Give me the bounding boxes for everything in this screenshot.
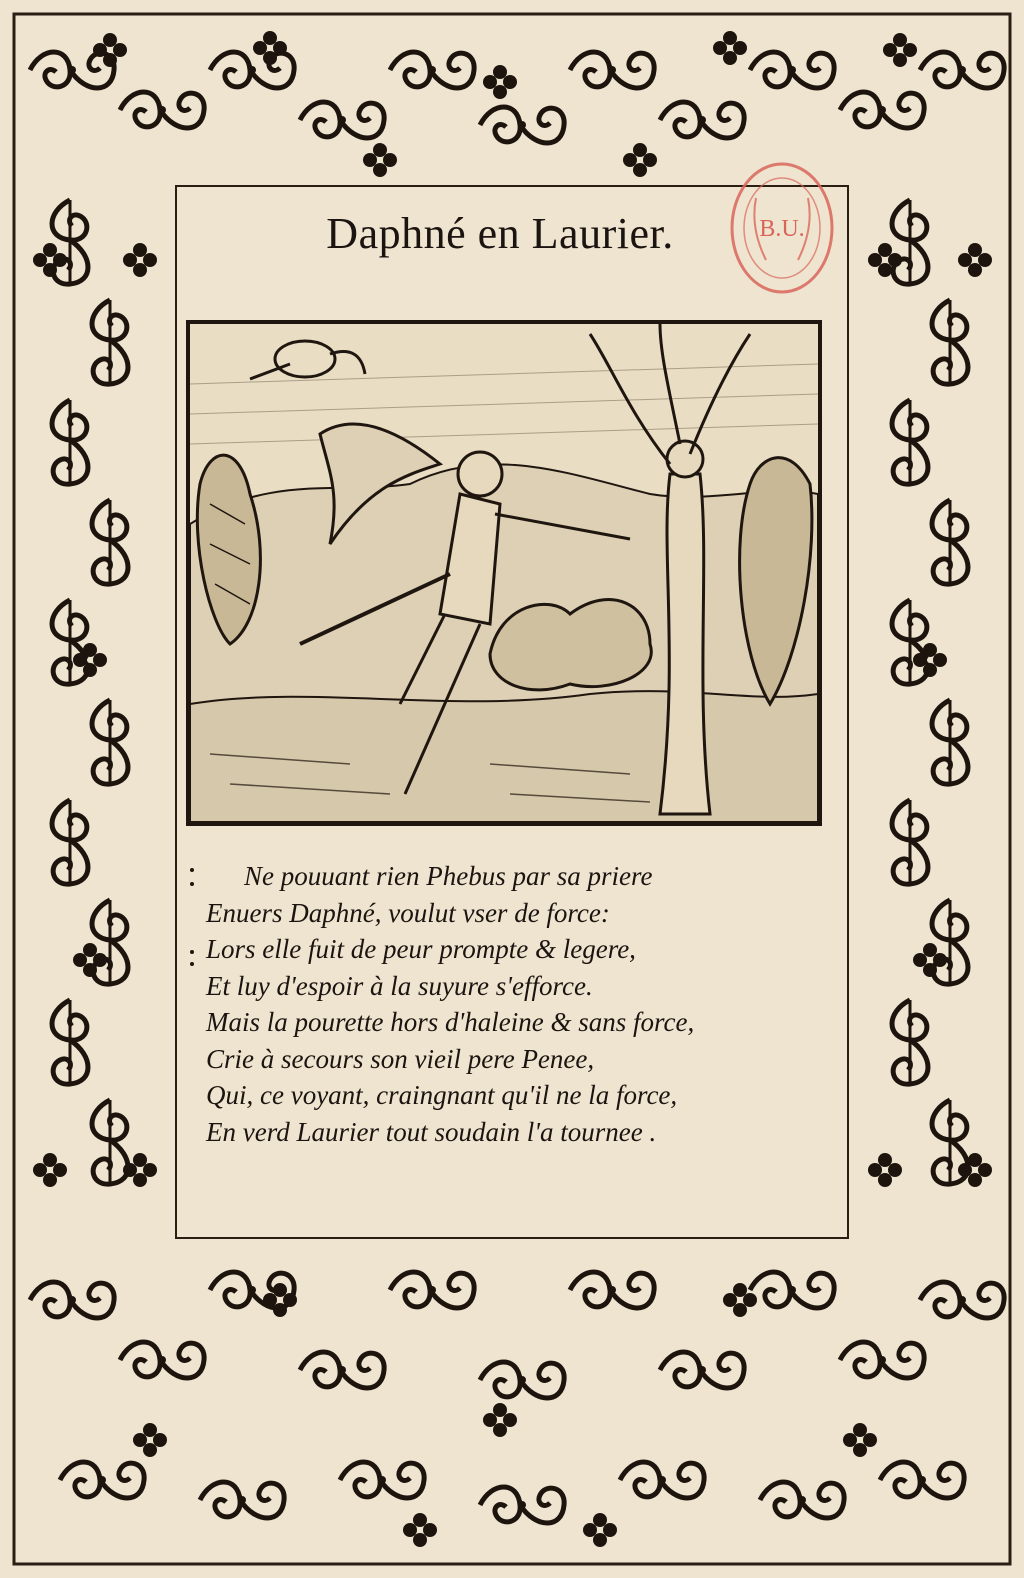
poem: [206, 858, 826, 1150]
verse-line: En verd Laurier tout soudain l'a tournee .: [206, 1116, 657, 1147]
page-title: Daphné en Laurier.: [326, 209, 674, 258]
margin-dots: [188, 864, 198, 974]
verse-line: Mais la pourette hors d'haleine & sans force,: [206, 1007, 695, 1037]
woodcut-illustration-icon: [190, 324, 818, 822]
verse-line: Qui, ce voyant, craingnant qu'il ne la force,: [206, 1080, 678, 1110]
woodcut-illustration: [186, 320, 822, 826]
verse-line: Crie à secours son vieil pere Penee,: [206, 1043, 595, 1074]
verse-line: Lors elle fuit de peur prompte & legere,: [206, 934, 636, 964]
verse-line: Ne pouuant rien Phebus par sa priere: [244, 861, 653, 891]
verse-line: Et luy d'espoir à la suyure s'efforce.: [206, 970, 593, 1001]
library-stamp: [726, 158, 838, 298]
verse-line: Enuers Daphné, voulut vser de force:: [206, 897, 610, 928]
stamp-text: B.U.: [759, 216, 805, 242]
